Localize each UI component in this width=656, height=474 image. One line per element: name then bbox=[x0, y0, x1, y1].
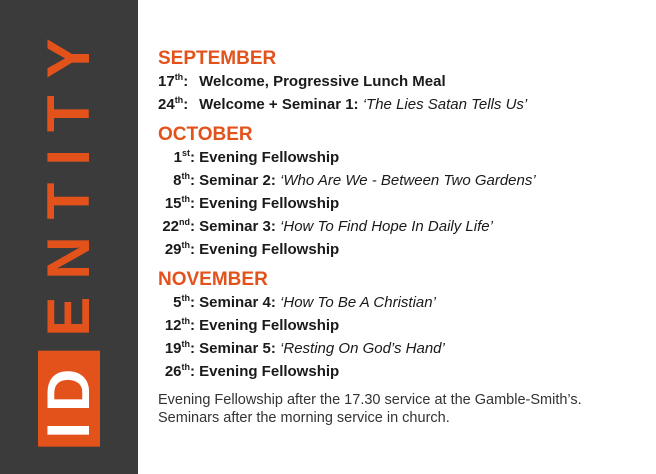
event-title: ‘How To Find Hope In Daily Life’ bbox=[280, 218, 493, 235]
event-label: Seminar 2: bbox=[199, 172, 276, 189]
event-title: ‘How To Be A Christian’ bbox=[280, 294, 436, 311]
event-day-suffix: th bbox=[174, 95, 184, 105]
footer-note bbox=[158, 391, 638, 427]
event-row: 17th: Welcome, Progressive Lunch Meal bbox=[158, 72, 446, 90]
event-day: 22 bbox=[162, 218, 179, 235]
event-row: 29th: Evening Fellowship bbox=[164, 240, 340, 258]
month-heading-october: OCTOBER bbox=[158, 124, 253, 145]
footer-line: Seminars after the morning service in church. bbox=[158, 410, 450, 426]
event-row: 8th: Seminar 2: ‘Who Are We - Between Two Gardens’ bbox=[173, 171, 536, 189]
event-day: 15 bbox=[164, 195, 182, 212]
event-day-suffix: th bbox=[181, 240, 190, 250]
event-label: Seminar 4: bbox=[199, 294, 276, 311]
event-row: 5th: Seminar 4: ‘How To Be A Christian’ bbox=[173, 293, 436, 311]
event-day-suffix: th bbox=[181, 171, 190, 181]
event-label: Evening Fellowship bbox=[199, 195, 340, 212]
footer-line: Evening Fellowship after the 17.30 service at the Gamble-Smith’s. bbox=[158, 392, 582, 408]
logo-highlight-box: ID bbox=[38, 351, 100, 447]
event-day-suffix: th bbox=[181, 339, 190, 349]
event-label: Evening Fellowship bbox=[199, 241, 340, 258]
event-row: 24th: Welcome + Seminar 1: ‘The Lies Satan Tells Us’ bbox=[158, 95, 528, 113]
event-day: 1 bbox=[173, 149, 182, 166]
event-day-suffix: st bbox=[181, 148, 190, 158]
event-label: Evening Fellowship bbox=[199, 363, 340, 380]
event-day-suffix: th bbox=[174, 72, 184, 82]
logo-text: ENTITY bbox=[35, 21, 102, 337]
event-label: Evening Fellowship bbox=[199, 317, 340, 334]
event-row: 26th: Evening Fellowship bbox=[164, 362, 340, 380]
event-title: ‘Who Are We - Between Two Gardens’ bbox=[280, 172, 536, 189]
event-day-suffix: nd bbox=[179, 217, 190, 227]
event-day: 29 bbox=[164, 241, 182, 258]
event-row: 1st: Evening Fellowship bbox=[173, 148, 340, 166]
sidebar-panel bbox=[0, 0, 138, 474]
event-day-suffix: th bbox=[181, 194, 190, 204]
event-day-suffix: th bbox=[181, 293, 190, 303]
event-day: 17 bbox=[158, 73, 175, 90]
event-day: 24 bbox=[158, 96, 175, 113]
event-day: 8 bbox=[173, 172, 182, 189]
event-label: Seminar 3: bbox=[199, 218, 276, 235]
event-title: ‘Resting On God’s Hand’ bbox=[280, 340, 445, 357]
schedule bbox=[158, 48, 638, 427]
event-day-suffix: th bbox=[181, 316, 190, 326]
event-row: 19th: Seminar 5: ‘Resting On God’s Hand’ bbox=[164, 339, 445, 357]
event-day: 19 bbox=[164, 340, 182, 357]
month-heading-november: NOVEMBER bbox=[158, 269, 268, 290]
event-day: 12 bbox=[164, 317, 182, 334]
event-row: 22nd: Seminar 3: ‘How To Find Hope In Daily Life’ bbox=[162, 217, 493, 235]
event-day: 26 bbox=[164, 363, 182, 380]
event-day-suffix: th bbox=[181, 362, 190, 372]
event-day: 5 bbox=[173, 294, 182, 311]
event-label: Evening Fellowship bbox=[199, 149, 340, 166]
event-label: Welcome, Progressive Lunch Meal bbox=[199, 73, 446, 90]
month-heading-september: SEPTEMBER bbox=[158, 48, 277, 69]
event-label: Welcome + Seminar 1: bbox=[199, 96, 359, 113]
event-row: 15th: Evening Fellowship bbox=[164, 194, 340, 212]
event-title: ‘The Lies Satan Tells Us’ bbox=[362, 96, 528, 113]
event-label: Seminar 5: bbox=[199, 340, 276, 357]
event-row: 12th: Evening Fellowship bbox=[164, 316, 340, 334]
